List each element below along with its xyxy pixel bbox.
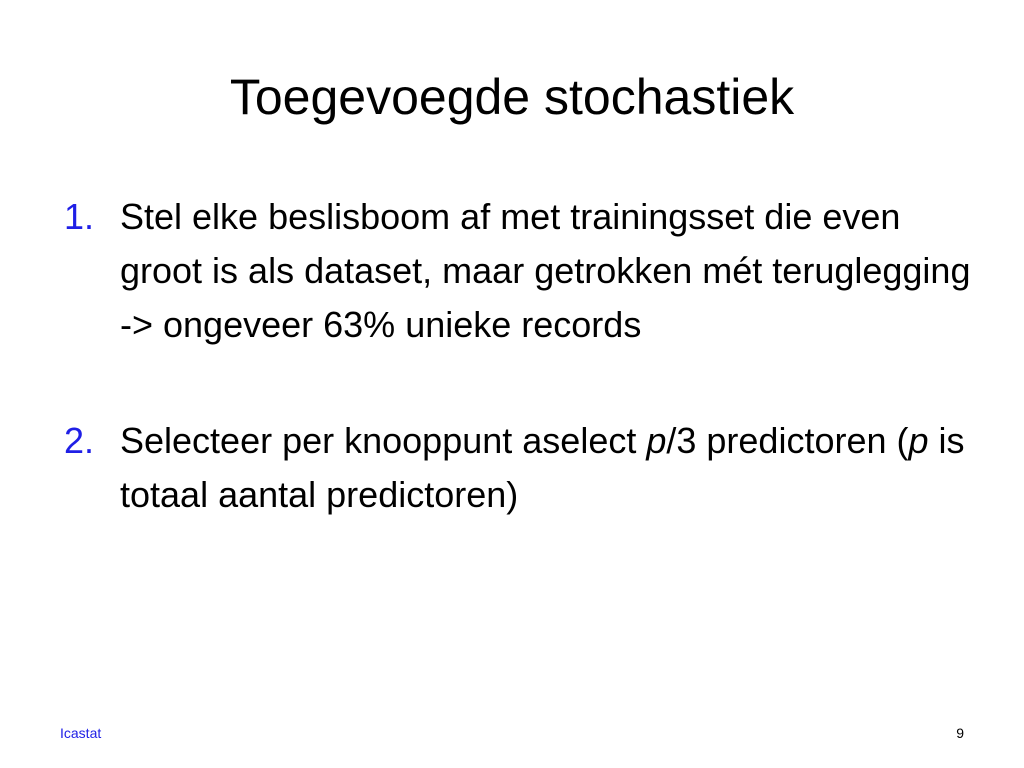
variable-p: p — [908, 420, 929, 461]
variable-p: p — [646, 420, 667, 461]
list-item-text — [120, 420, 965, 515]
footer-organization: Icastat — [60, 725, 102, 741]
text-segment: is totaal aantal predictoren) — [120, 420, 965, 515]
list-item-number: 1. — [64, 196, 95, 237]
page-number: 9 — [956, 725, 964, 741]
numbered-list — [64, 190, 984, 522]
text-segment: Selecteer per knooppunt aselect — [120, 420, 647, 461]
slide-title: Toegevoegde stochastiek — [229, 69, 795, 125]
list-item-2 — [64, 414, 984, 522]
text-segment: /3 predictoren ( — [666, 420, 909, 461]
list-item-text: Stel elke beslisboom af met trainingsset die even groot is als dataset, maar getrokken mét teruglegging -> ongeveer 63% unieke records — [120, 196, 971, 345]
list-item-number: 2. — [64, 420, 95, 461]
list-item-1 — [64, 190, 984, 352]
